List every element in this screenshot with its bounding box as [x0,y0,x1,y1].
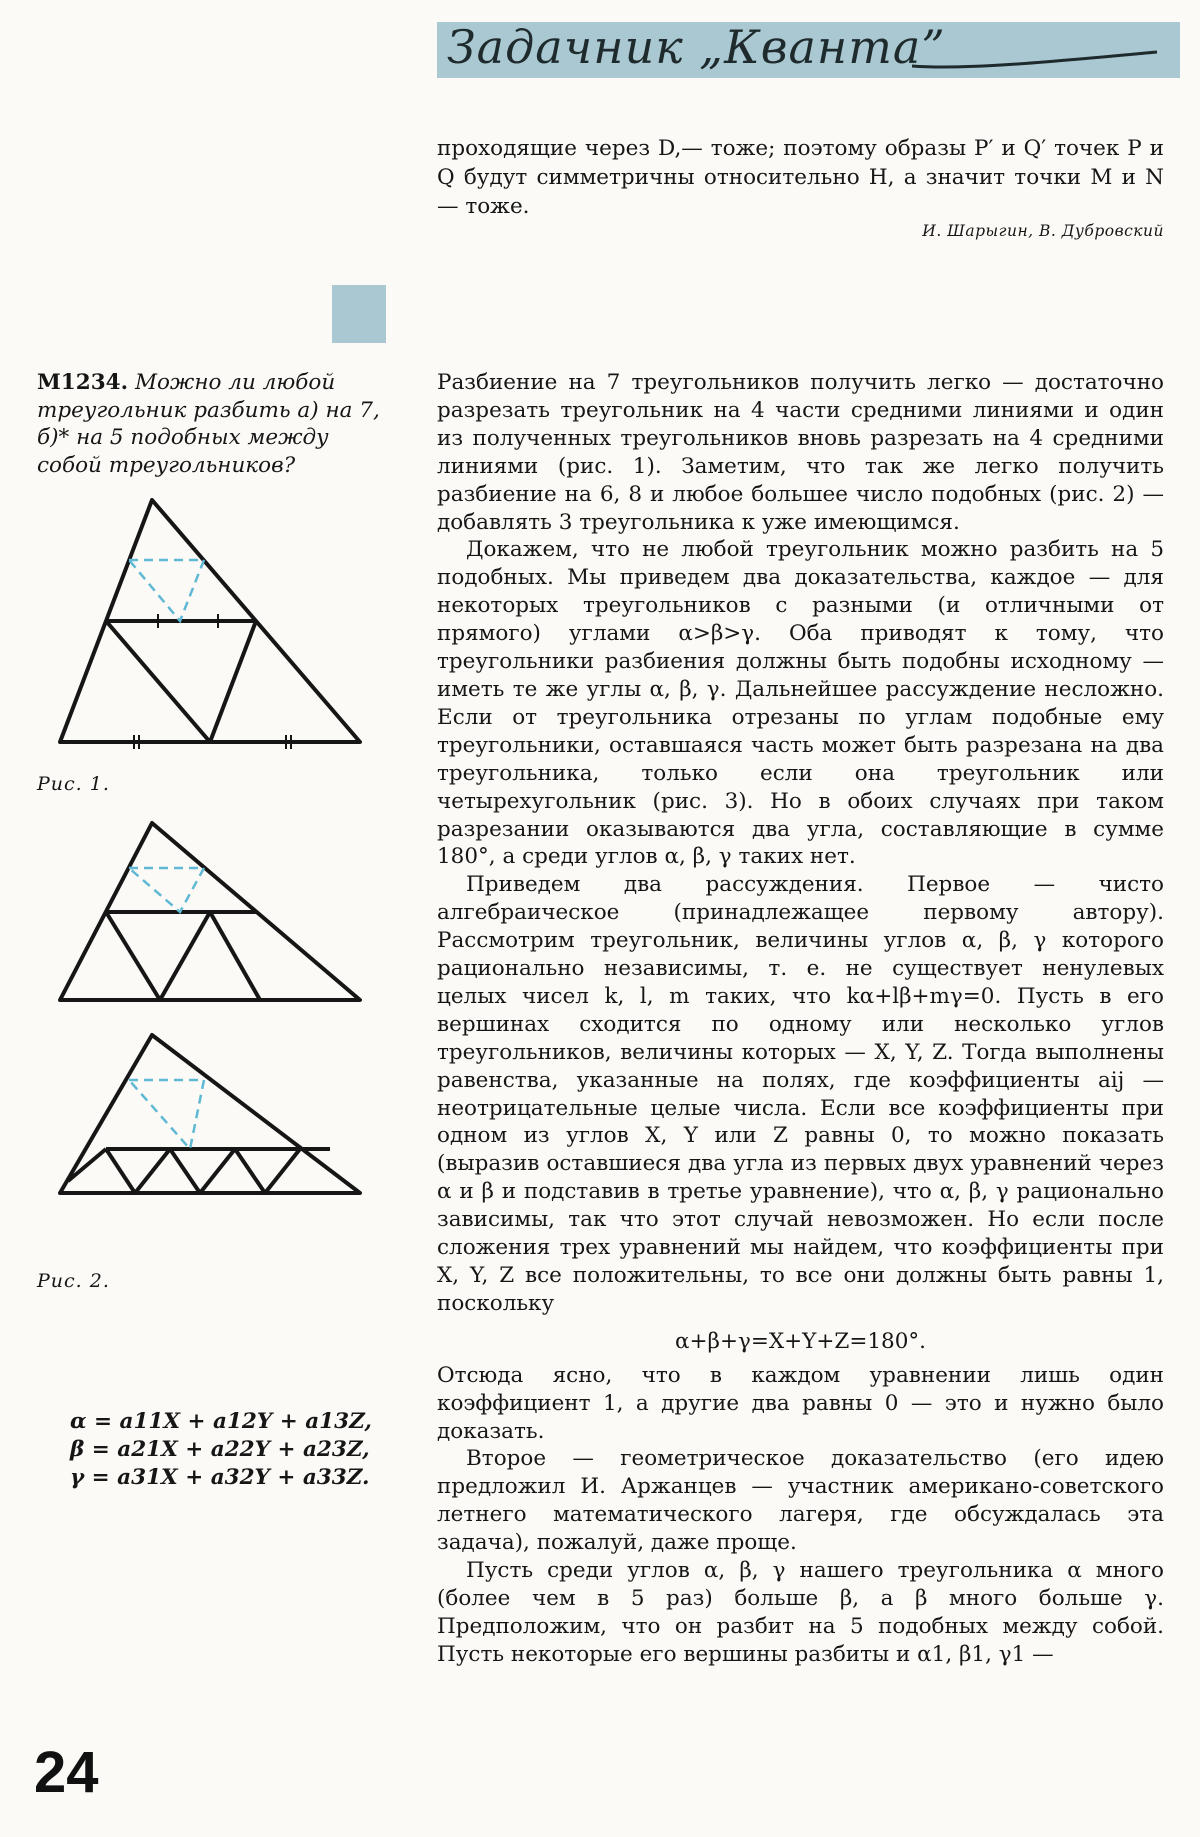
solution-paragraph: Докажем, что не любой треугольник можно разбить на 5 подобных. Мы приведем два доказательства, каждое — для некоторых треугольников с разными (и отличными от прямого) углами α>β>γ. Оба приводят к тому, что треугольники разбиения должны быть подобны исходному — иметь те же углы α, β, γ. Дальнейшее рассуждение несложно. Если от треугольника отрезаны по углам подобные ему треугольники, оставшаяся часть может быть разрезана на два треугольника, только если она треугольник или четырехугольник (рис. 3). Но в обоих случаях при таком разрезании оказываются два угла, составляющие в сумме 180°, а среди углов α, β, γ таких нет. [437,537,1164,870]
figure-2-caption: Рис. 2. [37,1270,110,1292]
fig2b-strip-line [170,1149,200,1193]
fig2a-strip-line [210,912,260,1000]
fig2b-strip-line [68,1149,106,1181]
solution-paragraph: Второе — геометрическое доказательство (его идею предложил И. Аржанцев — участник американо-советского летнего математического лагеря, где обсуждалась эта задача), пожалуй, даже проще. [437,1446,1164,1556]
title-flourish [907,34,1162,74]
angle-sum-equation: α+β+γ=X+Y+Z=180°. [675,1328,926,1354]
fig2a-strip-line [106,912,160,1000]
fig2b-inner-dashed-triangle [129,1080,204,1149]
solution-paragraph: Пусть среди углов α, β, γ нашего треугольника α много (более чем в 5 раз) больше β, а β много больше γ. Предположим, что он разбит на 5 подобных между собой. Пусть некоторые его вершины разбиты и α1, β1, γ1 — [437,1558,1164,1667]
fig1-inner-dashed-triangle [129,560,204,621]
problem-number: М1234. [37,370,129,395]
figure-2-upper [30,818,370,1008]
margin-equations [70,1408,370,1492]
equation-gamma: γ = a31X + a32Y + a33Z. [70,1465,370,1490]
previous-solution-paragraph: проходящие через D,— тоже; поэтому образы P′ и Q′ точек P и Q будут симметричны относительно H, а значит точки M и N — тоже. [437,136,1164,219]
equation-alpha: α = a11X + a12Y + a13Z, [70,1409,372,1434]
fig2b-strip-line [135,1149,170,1193]
problem-text: Можно ли любой треугольник разбить а) на 7, б)* на 5 подобных между собой треугольников? [37,370,380,478]
fig2b-strip-line [235,1149,265,1193]
section-title: Задачник „Кванта” [447,20,946,74]
solution-text [437,369,1164,1669]
fig2b-outer-triangle [60,1035,360,1193]
solution-paragraph: Разбиение на 7 треугольников получить легко — достаточно разрезать треугольник на 4 части средними линиями и один из полученных треугольников вновь разрезать на 4 средними линиями (рис. 1). Заметим, что так же легко получить разбиение на 6, 8 и любое большее число подобных (рис. 2) — добавлять 3 треугольника к уже имеющимся. [437,370,1164,535]
previous-solution-ending [437,134,1164,221]
page-number: 24 [34,1740,99,1805]
journal-section-banner [437,22,1180,78]
figure-1 [30,495,370,755]
fig2a-strip-line [160,912,210,1000]
decorative-square [332,285,386,343]
fig2b-strip-line [200,1149,235,1193]
fig2b-strip-line [106,1149,135,1193]
fig2b-strip-line [265,1149,300,1193]
solution-paragraph: Отсюда ясно, что в каждом уравнении лишь один коэффициент 1, а другие два равны 0 — это и нужно было доказать. [437,1362,1164,1444]
authors: И. Шарыгин, В. Дубровский [922,222,1164,240]
equation-beta: β = a21X + a22Y + a23Z, [70,1437,370,1462]
fig1-midline-left [106,621,210,742]
fig1-midline-right [210,621,256,742]
fig2a-inner-dashed-triangle [129,868,204,912]
problem-statement [37,369,389,479]
figure-1-caption: Рис. 1. [37,773,110,795]
solution-paragraph: Приведем два рассуждения. Первое — чисто алгебраическое (принадлежащее первому автору). Рассмотрим треугольник, величины углов α, β, γ которого рационально независимы, т. е. не существует ненулевых целых чисел k, l, m таких, что kα+lβ+mγ=0. Пусть в его вершинах сходится по одному или несколько углов треугольников, величины которых — X, Y, Z. Тогда выполнены равенства, указанные на полях, где коэффициенты aij — неотрицательные целые числа. Если все коэффициенты при одном из углов X, Y или Z равны 0, то можно показать (выразив оставшиеся два угла из первых двух уравнений через α и β и подставив в третье уравнение), что α, β, γ рационально зависимы, так что этот случай невозможен. Но если после сложения трех уравнений мы найдем, что коэффициенты при X, Y, Z все положительны, то все они должны быть равны 1, поскольку [437,872,1164,1316]
figure-2-lower [30,1030,370,1200]
